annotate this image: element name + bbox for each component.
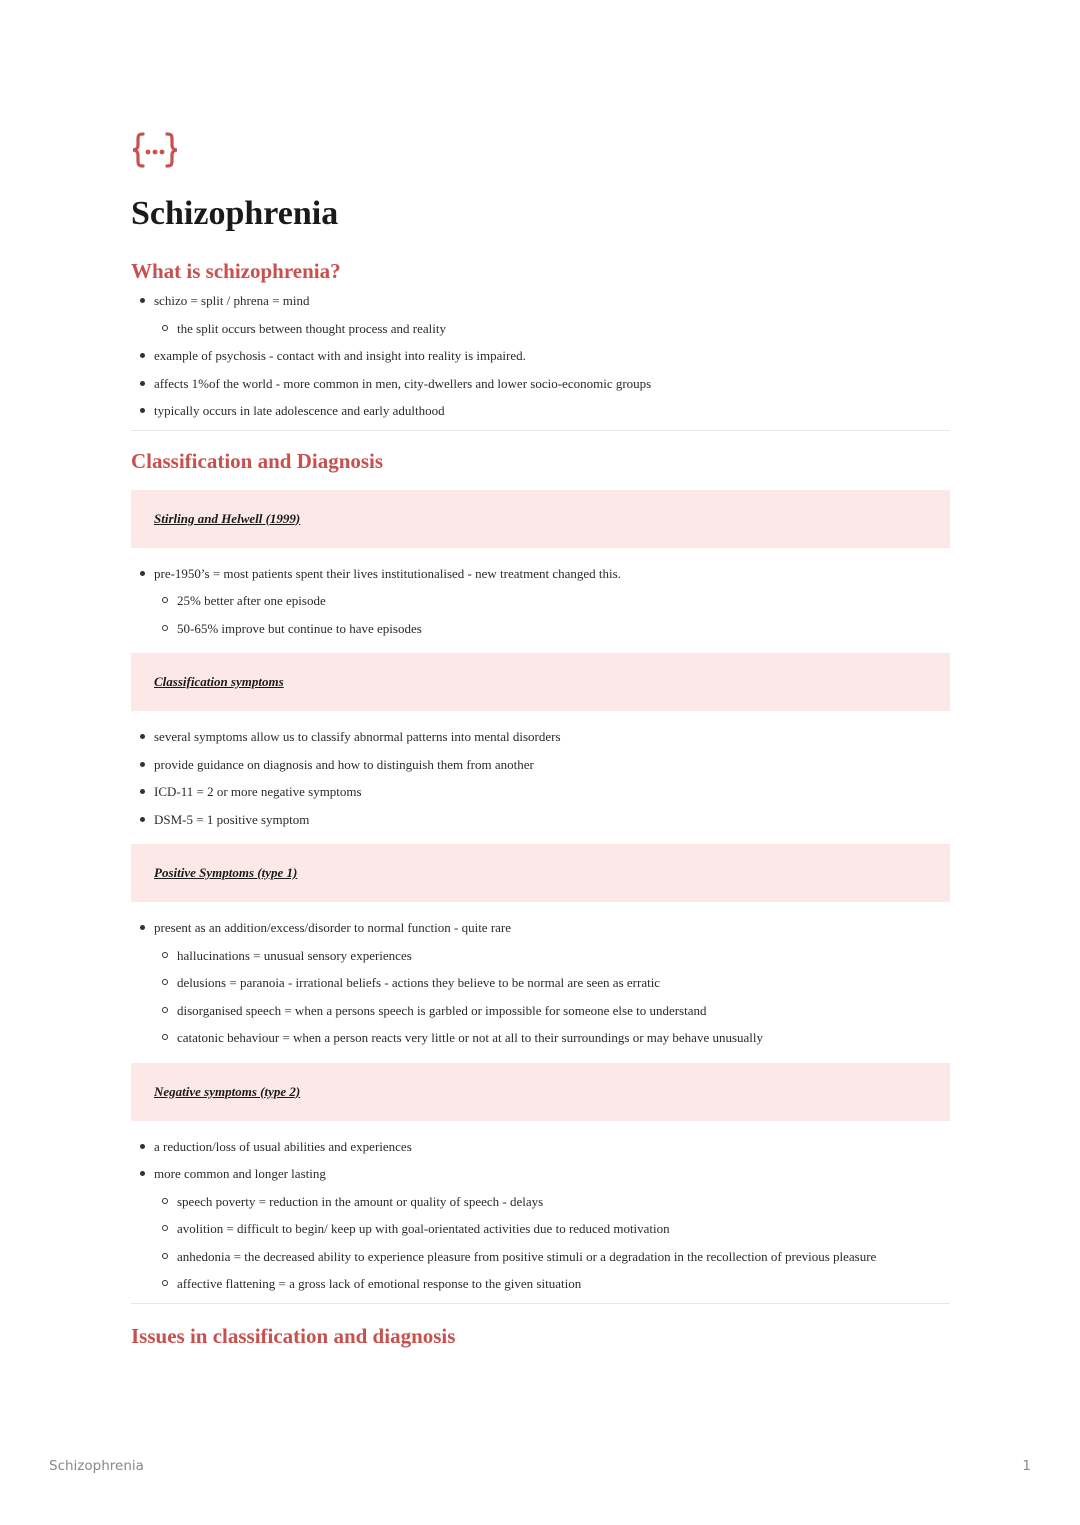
divider	[131, 430, 950, 431]
footer-doc-name: Schizophrenia	[49, 1458, 144, 1474]
divider	[131, 1303, 950, 1304]
footer-page-number: 1	[1022, 1458, 1031, 1474]
list-item: delusions = paranoia - irrational beliefs - actions they believe to be normal are seen as erratic	[131, 969, 950, 997]
callout-label: Negative symptoms (type 2)	[154, 1083, 301, 1099]
list-item: the split occurs between thought process and reality	[131, 315, 950, 343]
list-item: provide guidance on diagnosis and how to distinguish them from another	[131, 751, 950, 779]
curly-braces-ellipsis-icon	[131, 130, 950, 180]
callout-label: Positive Symptoms (type 1)	[154, 865, 298, 880]
callout-stirling-helwell	[131, 490, 950, 548]
callout-label: Stirling and Helwell (1999)	[154, 510, 301, 526]
list-item: schizo = split / phrena = mind	[131, 287, 950, 315]
callout-positive-symptoms	[131, 844, 950, 902]
section-heading-classification: Classification and Diagnosis	[131, 448, 384, 473]
section-heading-what-is: What is schizophrenia?	[131, 259, 341, 283]
list-item: example of psychosis - contact with and insight into reality is impaired.	[131, 342, 950, 370]
list-item: DSM-5 = 1 positive symptom	[131, 806, 950, 834]
list-item: disorganised speech = when a persons speech is garbled or impossible for someone else to understand	[131, 997, 950, 1025]
list-item: typically occurs in late adolescence and early adulthood	[131, 397, 950, 425]
list-item: a reduction/loss of usual abilities and experiences	[131, 1133, 950, 1161]
callout-negative-symptoms	[131, 1063, 950, 1121]
list-item: pre-1950’s = most patients spent their lives institutionalised - new treatment changed this.	[131, 560, 950, 588]
list-item: affective flattening = a gross lack of emotional response to the given situation	[131, 1270, 950, 1298]
negative-symptoms-list	[131, 1133, 950, 1298]
list-item: anhedonia = the decreased ability to experience pleasure from positive stimuli or a degradation in the recollection of previous pleasure	[131, 1243, 950, 1271]
list-item: avolition = difficult to begin/ keep up with goal-orientated activities due to reduced motivation	[131, 1215, 950, 1243]
list-item: affects 1%of the world - more common in men, city-dwellers and lower socio-economic groups	[131, 370, 950, 398]
positive-symptoms-list	[131, 914, 950, 1052]
list-item: more common and longer lasting	[131, 1160, 950, 1188]
what-is-list	[131, 287, 950, 425]
list-item: several symptoms allow us to classify abnormal patterns into mental disorders	[131, 723, 950, 751]
stirling-list	[131, 560, 950, 643]
callout-classification-symptoms	[131, 653, 950, 711]
list-item: catatonic behaviour = when a person reacts very little or not at all to their surroundings or may behave unusually	[131, 1024, 950, 1052]
list-item: 25% better after one episode	[131, 587, 950, 615]
list-item: speech poverty = reduction in the amount or quality of speech - delays	[131, 1188, 950, 1216]
list-item: ICD-11 = 2 or more negative symptoms	[131, 778, 950, 806]
list-item: 50-65% improve but continue to have episodes	[131, 615, 950, 643]
callout-label: Classification symptoms	[154, 674, 284, 689]
page-title: Schizophrenia	[131, 195, 339, 232]
section-heading-issues: Issues in classification and diagnosis	[131, 1323, 456, 1348]
list-item: hallucinations = unusual sensory experiences	[131, 942, 950, 970]
list-item: present as an addition/excess/disorder to normal function - quite rare	[131, 914, 950, 942]
document-page	[131, 130, 950, 1349]
classification-list	[131, 723, 950, 833]
